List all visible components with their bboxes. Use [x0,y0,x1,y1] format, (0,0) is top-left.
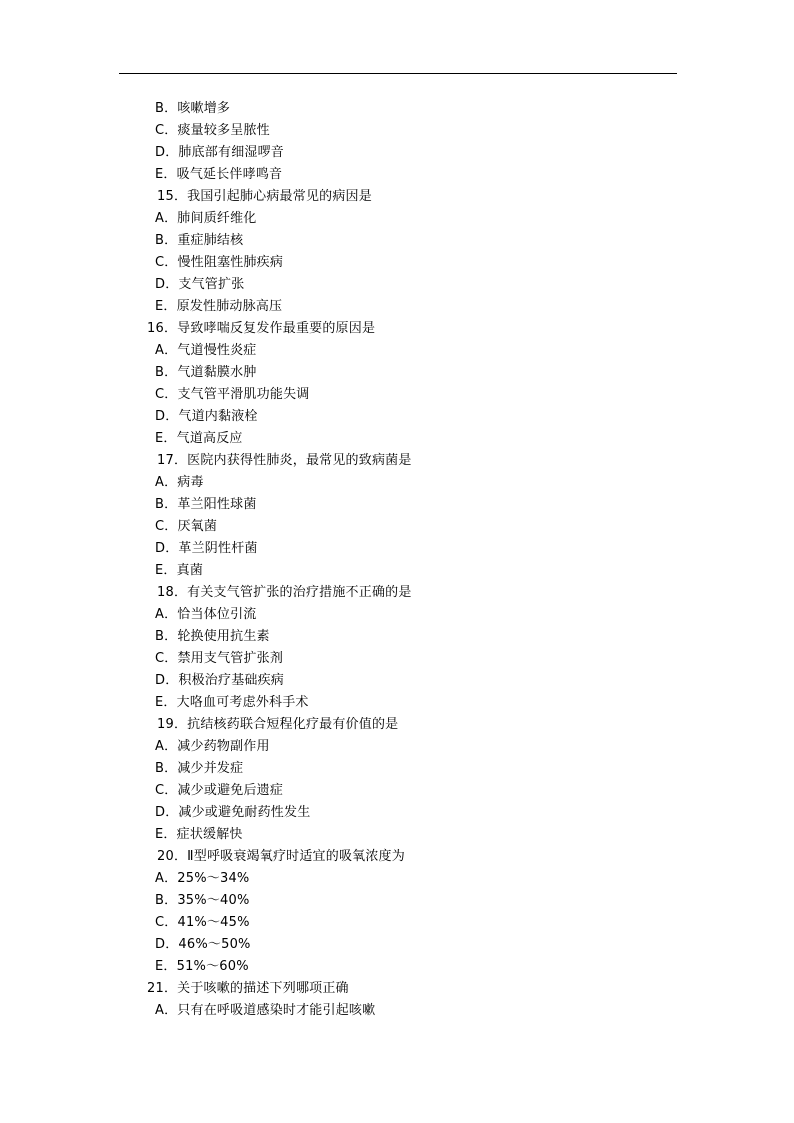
option-16e: E．气道高反应 [155,431,243,446]
option-20a: A．25%～34% [155,871,250,886]
option-17a: A．病毒 [155,475,204,490]
option-19a: A．减少药物副作用 [155,739,270,754]
option-16b: B．气道黏膜水肿 [155,365,257,380]
option-17c: C．厌氧菌 [155,519,218,534]
question-16: 16．导致哮喘反复发作最重要的原因是 [147,321,376,336]
document-body [0,98,794,1022]
option-15a: A．肺间质纤维化 [155,211,257,226]
option-15b: B．重症肺结核 [155,233,244,248]
option-18d: D．积极治疗基础疾病 [155,673,285,688]
option-15e: E．原发性肺动脉高压 [155,299,283,314]
option-15c: C．慢性阻塞性肺疾病 [155,255,284,270]
question-20: 20．Ⅱ型呼吸衰竭氧疗时适宜的吸氧浓度为 [157,849,405,864]
question-21: 21．关于咳嗽的描述下列哪项正确 [147,981,349,996]
question-18: 18．有关支气管扩张的治疗措施不正确的是 [157,585,412,600]
option-18b: B．轮换使用抗生素 [155,629,270,644]
question-15: 15．我国引起肺心病最常见的病因是 [157,189,372,204]
option-18e: E．大咯血可考虑外科手术 [155,695,309,710]
option-19b: B．减少并发症 [155,761,244,776]
question-17: 17．医院内获得性肺炎，最常见的致病菌是 [157,453,412,468]
option-14e: E．吸气延长伴哮鸣音 [155,167,283,182]
option-20d: D．46%～50% [155,937,251,952]
option-16a: A．气道慢性炎症 [155,343,257,358]
option-17b: B．革兰阳性球菌 [155,497,257,512]
option-14b: B．咳嗽增多 [155,101,231,116]
header-rule [119,73,677,74]
option-16d: D．气道内黏液栓 [155,409,258,424]
option-20c: C．41%～45% [155,915,250,930]
option-19e: E．症状缓解快 [155,827,243,842]
option-14c: C．痰量较多呈脓性 [155,123,270,138]
option-21a: A．只有在呼吸道感染时才能引起咳嗽 [155,1003,376,1018]
option-16c: C．支气管平滑肌功能失调 [155,387,310,402]
option-18a: A．恰当体位引流 [155,607,257,622]
option-20b: B．35%～40% [155,893,250,908]
option-20e: E．51%～60% [155,959,249,974]
option-18c: C．禁用支气管扩张剂 [155,651,284,666]
option-17e: E．真菌 [155,563,204,578]
option-14d: D．肺底部有细湿啰音 [155,145,285,160]
option-19d: D．减少或避免耐药性发生 [155,805,311,820]
option-17d: D．革兰阴性杆菌 [155,541,258,556]
option-15d: D．支气管扩张 [155,277,245,292]
question-19: 19．抗结核药联合短程化疗最有价值的是 [157,717,399,732]
option-19c: C．减少或避免后遗症 [155,783,284,798]
